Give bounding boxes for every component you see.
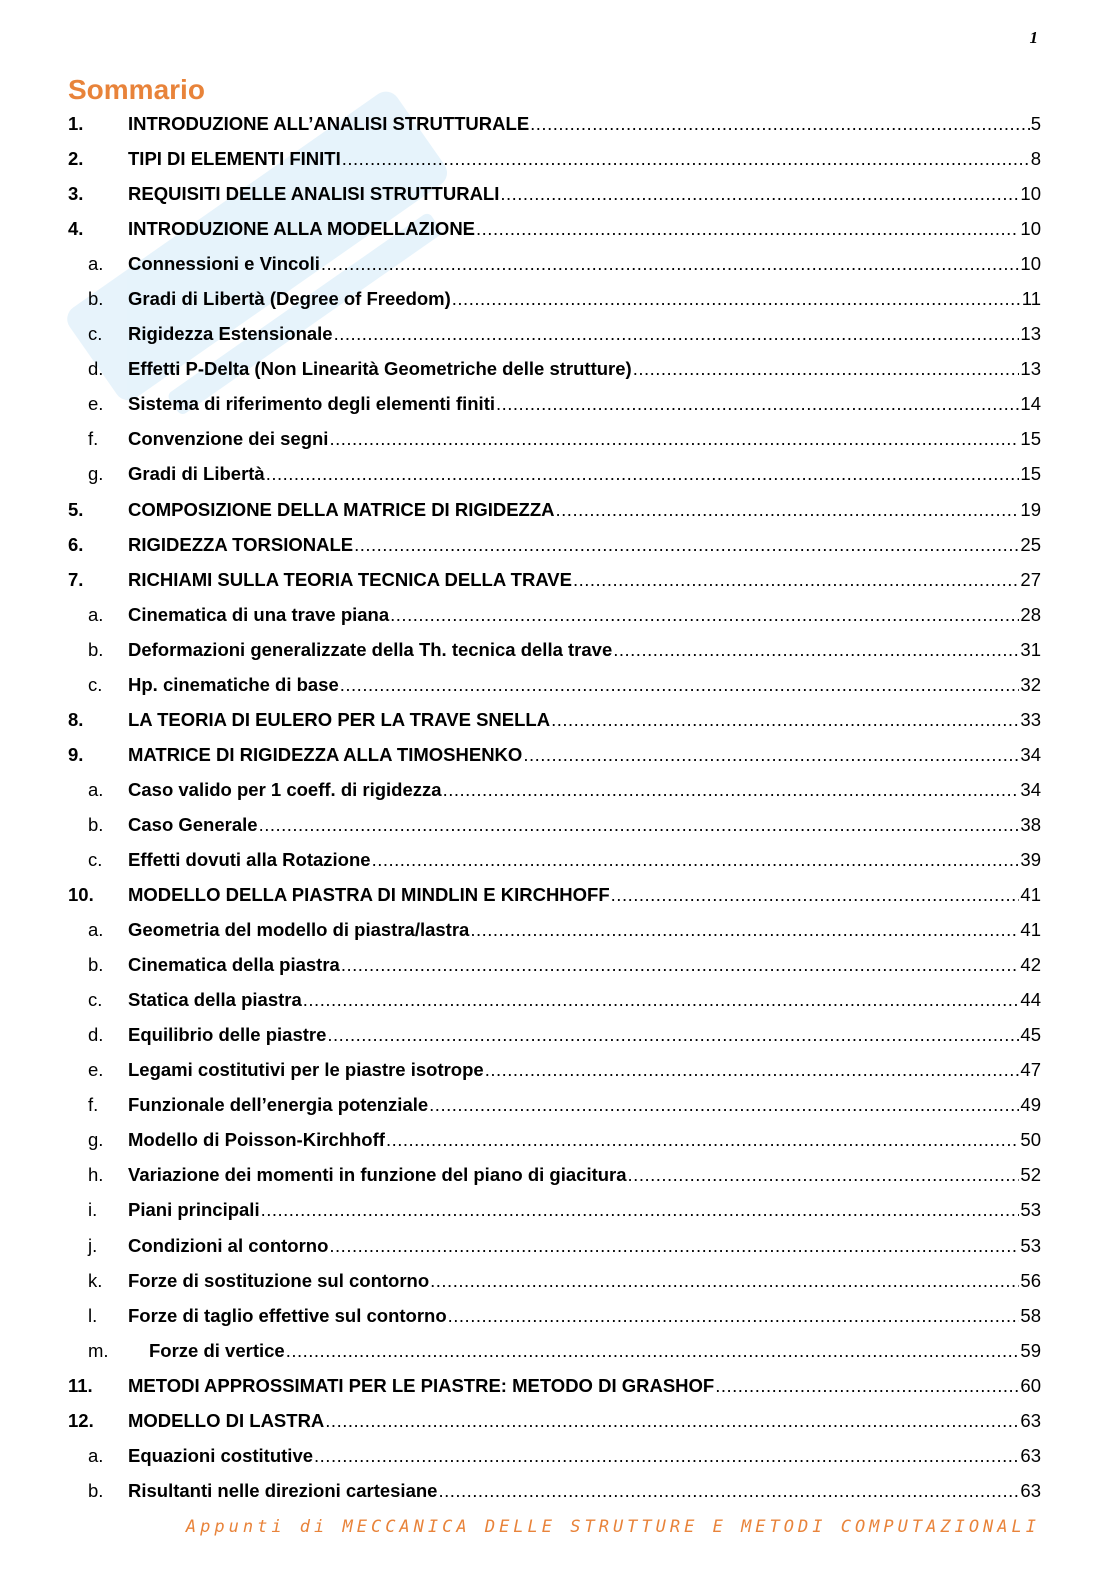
toc-entry-title[interactable]: METODI APPROSSIMATI PER LE PIASTRE: METODO DI GRASHOF: [128, 1374, 715, 1396]
toc-dot-leader: [354, 527, 1019, 562]
toc-entry[interactable]: [68, 1368, 1041, 1403]
toc-entry-title[interactable]: Piani principali: [128, 1199, 260, 1221]
toc-entry-number: c.: [88, 989, 103, 1011]
toc-dot-leader: [429, 1087, 1019, 1122]
toc-dot-leader: [485, 1052, 1020, 1087]
toc-dot-leader: [329, 421, 1019, 456]
toc-entry-number: 6.: [68, 533, 84, 555]
toc-dot-leader: [314, 1438, 1019, 1473]
toc-entry[interactable]: [68, 1192, 1041, 1227]
toc-entry-page[interactable]: 58: [1020, 1304, 1041, 1326]
toc-entry-title[interactable]: Statica della piastra: [128, 989, 302, 1011]
toc-entry-number: m.: [88, 1339, 109, 1361]
toc-dot-leader: [341, 947, 1020, 982]
toc-entry-title[interactable]: MODELLO DELLA PIASTRA DI MINDLIN E KIRCHHOFF: [128, 884, 610, 906]
toc-entry-title[interactable]: MATRICE DI RIGIDEZZA ALLA TIMOSHENKO: [128, 743, 523, 765]
toc-dot-leader: [551, 702, 1019, 737]
toc-dot-leader: [628, 1157, 1020, 1192]
toc-entry-page[interactable]: 10: [1020, 183, 1041, 205]
toc-entry-page[interactable]: 53: [1020, 1199, 1041, 1221]
toc-entry-page[interactable]: 15: [1020, 463, 1041, 485]
toc-entry-number: d.: [88, 1024, 104, 1046]
toc-entry-number: d.: [88, 358, 104, 380]
toc-entry-page[interactable]: 41: [1020, 919, 1041, 941]
toc-entry-number: a.: [88, 603, 104, 625]
toc-dot-leader: [342, 141, 1030, 176]
toc-entry[interactable]: [68, 1438, 1041, 1473]
toc-entry-page[interactable]: 56: [1020, 1269, 1041, 1291]
toc-entry[interactable]: [68, 351, 1041, 386]
toc-entry-number: 11.: [68, 1374, 93, 1396]
toc-entry[interactable]: [68, 141, 1041, 176]
toc-entry-number: 8.: [68, 708, 84, 730]
toc-entry-number: e.: [88, 393, 104, 415]
toc-dot-leader: [500, 176, 1019, 211]
toc-entry-page[interactable]: 28: [1020, 603, 1041, 625]
toc-dot-leader: [476, 211, 1019, 246]
toc-entry[interactable]: [68, 737, 1041, 772]
toc-entry-page[interactable]: 5: [1030, 113, 1041, 134]
toc-entry[interactable]: [68, 211, 1041, 246]
toc-entry-page[interactable]: 44: [1020, 989, 1041, 1011]
toc-entry-page[interactable]: 31: [1020, 638, 1041, 660]
toc-entry-number: 5.: [68, 498, 84, 520]
toc-entry-number: a.: [88, 253, 104, 275]
footer-course-title: Appunti di MECCANICA DELLE STRUTTURE E METODI COMPUTAZIONALI: [185, 1517, 1040, 1537]
toc-entry-page[interactable]: 39: [1020, 848, 1041, 870]
toc-dot-leader: [523, 737, 1019, 772]
toc-entry-title[interactable]: Cinematica della piastra: [128, 954, 340, 976]
toc-dot-leader: [430, 1263, 1019, 1298]
toc-dot-leader: [470, 912, 1019, 947]
toc-entry-title[interactable]: MODELLO DI LASTRA: [128, 1409, 325, 1431]
toc-entry-title[interactable]: COMPOSIZIONE DELLA MATRICE DI RIGIDEZZA: [128, 498, 555, 520]
toc-entry-title[interactable]: Forze di vertice: [149, 1339, 285, 1361]
toc-dot-leader: [286, 1333, 1020, 1368]
toc-dot-leader: [443, 772, 1020, 807]
toc-entry-number: b.: [88, 813, 104, 835]
toc-entry-page[interactable]: 50: [1020, 1129, 1041, 1151]
toc-entry-page[interactable]: 63: [1020, 1444, 1041, 1466]
toc-entry-number: e.: [88, 1059, 104, 1081]
toc-entry-page[interactable]: 41: [1020, 884, 1041, 906]
toc-entry-number: f.: [88, 428, 99, 450]
toc-entry-page[interactable]: 53: [1020, 1234, 1041, 1256]
toc-entry-number: c.: [88, 673, 103, 695]
toc-entry-number: 12.: [68, 1409, 94, 1431]
toc-entry-page[interactable]: 34: [1020, 743, 1041, 765]
toc-entry-title[interactable]: Gradi di Libertà: [128, 463, 265, 485]
toc-entry-page[interactable]: 38: [1020, 813, 1041, 835]
toc-entry-title[interactable]: Effetti P-Delta (Non Linearità Geometriche delle strutture): [128, 358, 632, 380]
toc-entry-number: c.: [88, 848, 103, 870]
toc-entry-page[interactable]: 59: [1020, 1339, 1041, 1361]
toc-entry-number: b.: [88, 288, 104, 310]
toc-entry-number: h.: [88, 1164, 104, 1186]
toc-entry-title[interactable]: TIPI DI ELEMENTI FINITI: [128, 148, 341, 170]
toc-entry-page[interactable]: 34: [1020, 778, 1041, 800]
toc-dot-leader: [303, 982, 1020, 1017]
toc-entry-page[interactable]: 14: [1020, 393, 1041, 415]
toc-dot-leader: [452, 281, 1021, 316]
toc-entry[interactable]: [68, 842, 1041, 877]
toc-entry-title[interactable]: Effetti dovuti alla Rotazione: [128, 848, 371, 870]
toc-entry-title[interactable]: INTRODUZIONE ALLA MODELLAZIONE: [128, 218, 476, 240]
toc-entry-title[interactable]: RIGIDEZZA TORSIONALE: [128, 533, 354, 555]
toc-entry-title[interactable]: Condizioni al contorno: [128, 1234, 329, 1256]
toc-entry[interactable]: [68, 386, 1041, 421]
toc-entry-number: g.: [88, 1129, 104, 1151]
toc-entry-number: 3.: [68, 183, 84, 205]
toc-entry-number: c.: [88, 323, 103, 345]
toc-entry[interactable]: [68, 1157, 1041, 1192]
toc-entry[interactable]: [68, 527, 1041, 562]
toc-entry-number: b.: [88, 638, 104, 660]
toc-entry-number: i.: [88, 1199, 98, 1221]
toc-entry-number: a.: [88, 919, 104, 941]
toc-dot-leader: [390, 597, 1019, 632]
toc-dot-leader: [321, 246, 1020, 281]
toc-entry-title[interactable]: Geometria del modello di piastra/lastra: [128, 919, 470, 941]
toc-dot-leader: [334, 316, 1020, 351]
toc-entry-title[interactable]: REQUISITI DELLE ANALISI STRUTTURALI: [128, 183, 500, 205]
toc-entry-number: 7.: [68, 568, 84, 590]
toc-entry-title[interactable]: RICHIAMI SULLA TEORIA TECNICA DELLA TRAVE: [128, 568, 572, 590]
page-number: 1: [1029, 28, 1038, 47]
toc-dot-leader: [448, 1298, 1020, 1333]
toc-entry-number: 4.: [68, 218, 84, 240]
toc-dot-leader: [438, 1473, 1019, 1508]
toc-entry[interactable]: [68, 246, 1041, 281]
toc-entry-page[interactable]: 11: [1021, 288, 1041, 310]
toc-entry-title[interactable]: Rigidezza Estensionale: [128, 323, 333, 345]
toc-entry-number: f.: [88, 1094, 99, 1116]
toc-entry[interactable]: [68, 1263, 1041, 1298]
toc-entry-title[interactable]: Caso Generale: [128, 813, 258, 835]
toc-entry[interactable]: [68, 1228, 1041, 1263]
toc-entry[interactable]: [68, 1403, 1041, 1438]
toc-entry-title[interactable]: Connessioni e Vincoli: [128, 253, 320, 275]
toc-entry[interactable]: [68, 807, 1041, 842]
toc-entry-page[interactable]: 52: [1020, 1164, 1041, 1186]
toc-entry-title[interactable]: Equilibrio delle piastre: [128, 1024, 327, 1046]
toc-entry-page[interactable]: 10: [1020, 218, 1041, 240]
toc-entry-number: j.: [88, 1234, 98, 1256]
toc-entry-title[interactable]: Sistema di riferimento degli elementi finiti: [128, 393, 495, 415]
toc-entry-title[interactable]: Forze di sostituzione sul contorno: [128, 1269, 430, 1291]
toc-entry[interactable]: [68, 1017, 1041, 1052]
toc-entry[interactable]: [68, 176, 1041, 211]
toc-entry-page[interactable]: 45: [1020, 1024, 1041, 1046]
toc-heading: Sommario: [68, 74, 205, 105]
toc-entry-page[interactable]: 13: [1020, 358, 1041, 380]
toc-entry-title[interactable]: Funzionale dell’energia potenziale: [128, 1094, 429, 1116]
toc-entry-page[interactable]: 15: [1020, 428, 1041, 450]
toc-entry-page[interactable]: 60: [1020, 1374, 1041, 1396]
toc-dot-leader: [633, 351, 1020, 386]
toc-dot-leader: [325, 1403, 1019, 1438]
toc-entry[interactable]: [68, 456, 1041, 491]
toc-entry-number: 10.: [68, 884, 94, 906]
toc-entry-number: b.: [88, 954, 104, 976]
toc-entry[interactable]: [68, 597, 1041, 632]
toc-dot-leader: [715, 1368, 1019, 1403]
toc-entry-page[interactable]: 49: [1020, 1094, 1041, 1116]
toc-entry-title[interactable]: Convenzione dei segni: [128, 428, 329, 450]
toc-entry-title[interactable]: Caso valido per 1 coeff. di rigidezza: [128, 778, 442, 800]
toc-entry[interactable]: [68, 1473, 1041, 1508]
toc-entry-title[interactable]: Deformazioni generalizzate della Th. tecnica della trave: [128, 638, 613, 660]
toc-dot-leader: [386, 1122, 1019, 1157]
toc-entry[interactable]: [68, 1333, 1041, 1368]
toc-entry[interactable]: [68, 281, 1041, 316]
table-of-contents: [68, 106, 1041, 1508]
toc-entry-page[interactable]: 25: [1020, 533, 1041, 555]
toc-entry[interactable]: [68, 421, 1041, 456]
toc-entry-number: a.: [88, 1444, 104, 1466]
toc-entry-number: b.: [88, 1479, 104, 1501]
toc-dot-leader: [261, 1192, 1020, 1227]
toc-dot-leader: [530, 106, 1030, 141]
toc-dot-leader: [340, 667, 1020, 702]
toc-entry-number: 2.: [68, 148, 84, 170]
toc-entry-title[interactable]: Legami costitutivi per le piastre isotrope: [128, 1059, 484, 1081]
toc-entry-page[interactable]: 42: [1020, 954, 1041, 976]
toc-entry[interactable]: [68, 632, 1041, 667]
toc-entry-page[interactable]: 32: [1020, 673, 1041, 695]
toc-entry-title[interactable]: Forze di taglio effettive sul contorno: [128, 1304, 447, 1326]
toc-entry[interactable]: [68, 702, 1041, 737]
toc-entry-title[interactable]: Equazioni costitutive: [128, 1444, 314, 1466]
toc-entry[interactable]: [68, 562, 1041, 597]
toc-entry-title[interactable]: Hp. cinematiche di base: [128, 673, 339, 695]
toc-entry-page[interactable]: 10: [1020, 253, 1041, 275]
toc-entry-page[interactable]: 13: [1020, 323, 1041, 345]
toc-entry[interactable]: [68, 912, 1041, 947]
toc-entry-title[interactable]: Cinematica di una trave piana: [128, 603, 390, 625]
toc-dot-leader: [327, 1017, 1019, 1052]
toc-dot-leader: [259, 807, 1020, 842]
toc-entry-title[interactable]: Modello di Poisson-Kirchhoff: [128, 1129, 385, 1151]
toc-entry-number: l.: [88, 1304, 98, 1326]
toc-dot-leader: [611, 877, 1020, 912]
toc-entry-number: a.: [88, 778, 104, 800]
toc-dot-leader: [573, 562, 1019, 597]
toc-entry[interactable]: [68, 667, 1041, 702]
toc-entry[interactable]: [68, 772, 1041, 807]
toc-entry-title[interactable]: INTRODUZIONE ALL’ANALISI STRUTTURALE: [128, 113, 530, 134]
toc-dot-leader: [266, 456, 1020, 491]
toc-entry[interactable]: [68, 316, 1041, 351]
toc-entry-title[interactable]: Risultanti nelle direzioni cartesiane: [128, 1479, 438, 1501]
toc-entry-number: k.: [88, 1269, 103, 1291]
toc-entry[interactable]: [68, 1087, 1041, 1122]
toc-entry[interactable]: [68, 1122, 1041, 1157]
toc-entry-page[interactable]: 33: [1020, 708, 1041, 730]
toc-entry-page[interactable]: 27: [1020, 568, 1041, 590]
toc-entry[interactable]: [68, 1298, 1041, 1333]
toc-entry-number: 9.: [68, 743, 84, 765]
toc-dot-leader: [329, 1228, 1019, 1263]
toc-dot-leader: [496, 386, 1019, 421]
toc-entry-page[interactable]: 63: [1020, 1409, 1041, 1431]
toc-entry-page[interactable]: 19: [1020, 498, 1041, 520]
toc-entry-page[interactable]: 47: [1020, 1059, 1041, 1081]
toc-entry[interactable]: [68, 1052, 1041, 1087]
toc-entry-page[interactable]: 63: [1020, 1479, 1041, 1501]
toc-entry[interactable]: [68, 877, 1041, 912]
toc-dot-leader: [556, 492, 1020, 527]
toc-entry-number: g.: [88, 463, 104, 485]
toc-dot-leader: [372, 842, 1020, 877]
toc-entry[interactable]: [68, 947, 1041, 982]
toc-entry[interactable]: [68, 982, 1041, 1017]
toc-entry-title[interactable]: Gradi di Libertà (Degree of Freedom): [128, 288, 451, 310]
toc-dot-leader: [613, 632, 1019, 667]
toc-entry-page[interactable]: 8: [1030, 148, 1041, 170]
toc-entry-title[interactable]: Variazione dei momenti in funzione del piano di giacitura: [128, 1164, 627, 1186]
toc-entry-number: 1.: [68, 113, 84, 134]
toc-entry[interactable]: [68, 106, 1041, 141]
toc-entry[interactable]: [68, 492, 1041, 527]
toc-entry-title[interactable]: LA TEORIA DI EULERO PER LA TRAVE SNELLA: [128, 708, 551, 730]
